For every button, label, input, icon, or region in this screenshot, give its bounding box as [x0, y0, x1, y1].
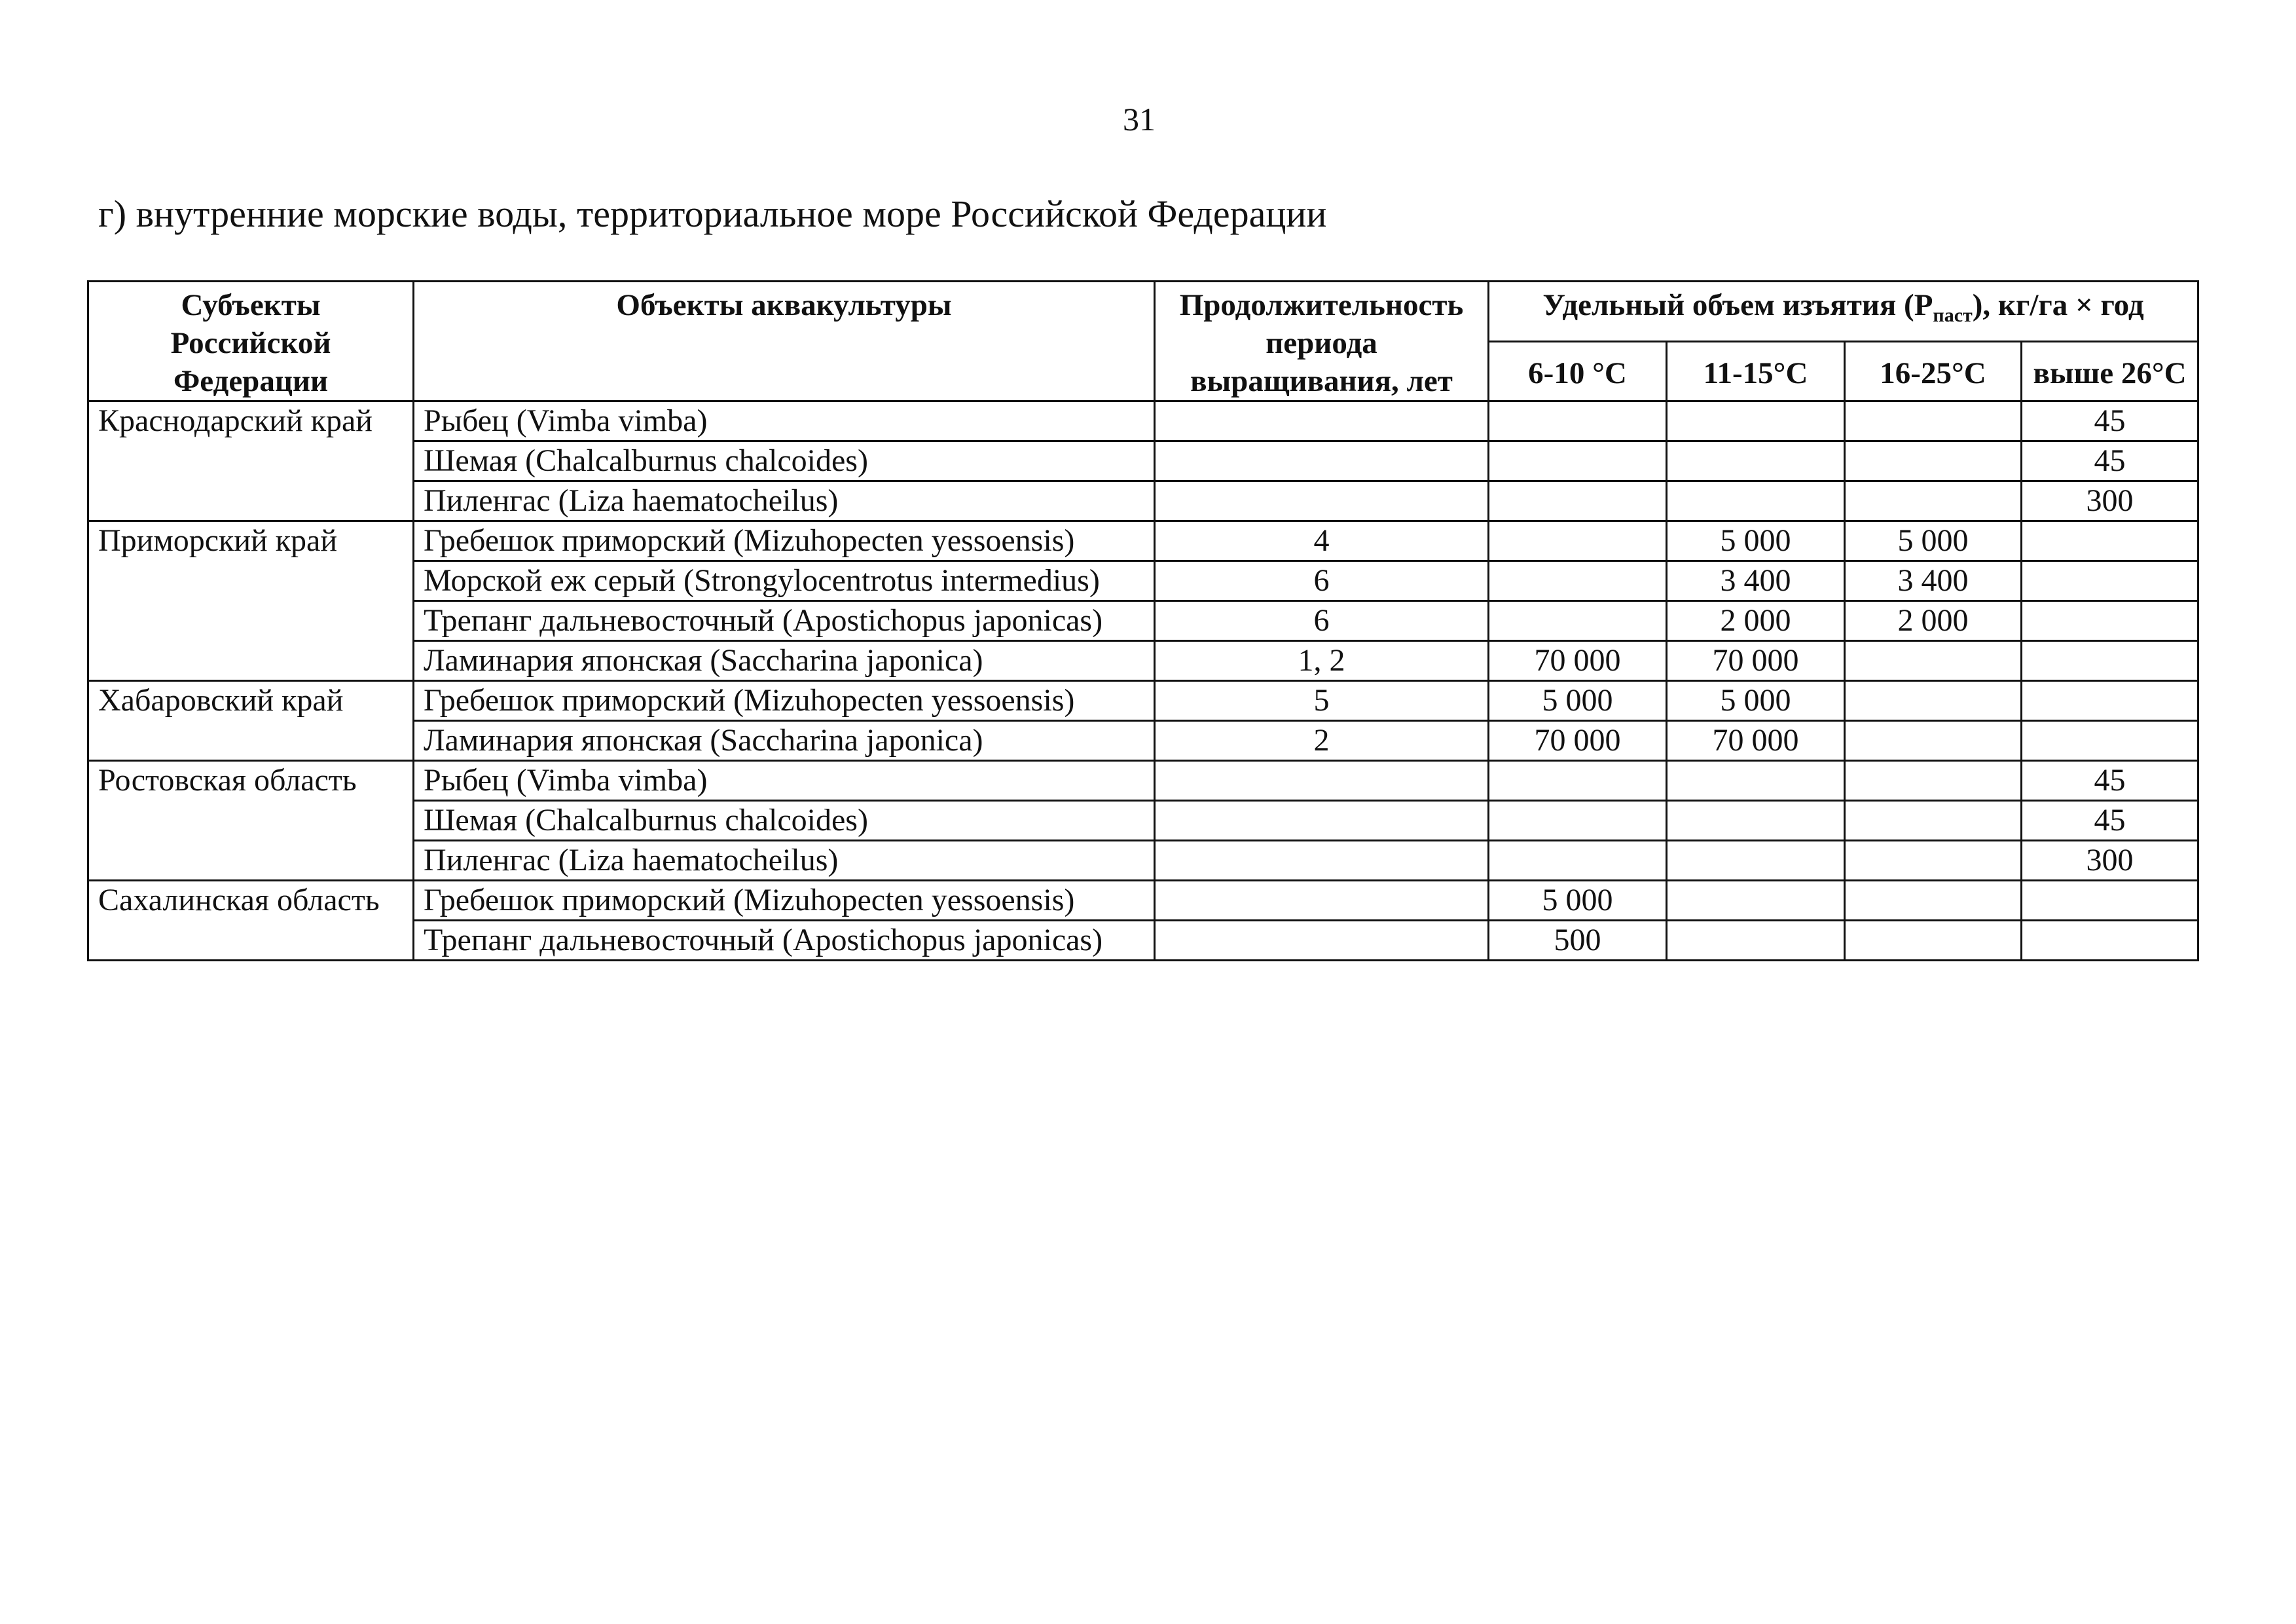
- temp-6-10-cell: [1489, 441, 1667, 481]
- temp-11-15-cell: 2 000: [1667, 601, 1845, 641]
- duration-cell: 2: [1155, 721, 1489, 761]
- temp-16-25-cell: 3 400: [1845, 561, 2022, 601]
- temp-16-25-cell: [1845, 681, 2022, 721]
- temp-above-26-cell: [2022, 601, 2198, 641]
- duration-cell: [1155, 801, 1489, 841]
- subject-cell: Краснодарский край: [88, 401, 414, 521]
- temp-11-15-cell: 70 000: [1667, 641, 1845, 681]
- temp-11-15-cell: [1667, 801, 1845, 841]
- object-cell: Морской еж серый (Strongylocentrotus intermedius): [414, 561, 1155, 601]
- duration-cell: 6: [1155, 601, 1489, 641]
- subject-cell: Сахалинская область: [88, 881, 414, 961]
- temp-above-26-cell: 45: [2022, 801, 2198, 841]
- duration-cell: 5: [1155, 681, 1489, 721]
- temp-16-25-cell: [1845, 921, 2022, 961]
- temp-above-26-cell: 45: [2022, 401, 2198, 441]
- temp-16-25-cell: [1845, 481, 2022, 521]
- table-header: [88, 282, 2198, 401]
- duration-cell: [1155, 841, 1489, 881]
- table-row: [88, 401, 2198, 441]
- temp-16-25-cell: [1845, 761, 2022, 801]
- temp-16-25-cell: 2 000: [1845, 601, 2022, 641]
- temp-above-26-cell: [2022, 881, 2198, 921]
- temp-above-26-cell: 300: [2022, 841, 2198, 881]
- temp-16-25-cell: [1845, 841, 2022, 881]
- temp-6-10-cell: [1489, 521, 1667, 561]
- temp-above-26-cell: [2022, 561, 2198, 601]
- temp-16-25-cell: [1845, 801, 2022, 841]
- temp-6-10-cell: [1489, 481, 1667, 521]
- header-objects: Объекты аквакультуры: [414, 282, 1155, 401]
- table-body: [88, 401, 2198, 961]
- temp-6-10-cell: [1489, 561, 1667, 601]
- table-row: [88, 521, 2198, 561]
- object-cell: Гребешок приморский (Mizuhopecten yessoensis): [414, 681, 1155, 721]
- temp-16-25-cell: [1845, 641, 2022, 681]
- temp-6-10-cell: [1489, 761, 1667, 801]
- object-cell: Пиленгас (Liza haematocheilus): [414, 481, 1155, 521]
- temp-above-26-cell: [2022, 721, 2198, 761]
- duration-cell: 1, 2: [1155, 641, 1489, 681]
- header-row-1: [88, 282, 2198, 342]
- temp-11-15-cell: 3 400: [1667, 561, 1845, 601]
- temp-above-26-cell: [2022, 521, 2198, 561]
- object-cell: Трепанг дальневосточный (Apostichopus japonicas): [414, 601, 1155, 641]
- duration-cell: [1155, 481, 1489, 521]
- header-subjects: Субъекты Российской Федерации: [88, 282, 414, 401]
- header-removal-suffix: ), кг/га × год: [1972, 288, 2144, 322]
- temp-11-15-cell: [1667, 441, 1845, 481]
- header-removal-prefix: Удельный объем изъятия (P: [1542, 288, 1933, 322]
- duration-cell: 6: [1155, 561, 1489, 601]
- temp-11-15-cell: [1667, 481, 1845, 521]
- temp-6-10-cell: [1489, 401, 1667, 441]
- temp-6-10-cell: 500: [1489, 921, 1667, 961]
- object-cell: Гребешок приморский (Mizuhopecten yessoensis): [414, 521, 1155, 561]
- temp-16-25-cell: [1845, 721, 2022, 761]
- section-title: г) внутренние морские воды, территориальное море Российской Федерации: [98, 193, 1327, 235]
- temp-6-10-cell: [1489, 801, 1667, 841]
- table-row: [88, 681, 2198, 721]
- temp-11-15-cell: [1667, 881, 1845, 921]
- header-temp-11-15: 11-15°С: [1667, 341, 1845, 401]
- temp-above-26-cell: 45: [2022, 761, 2198, 801]
- object-cell: Рыбец (Vimba vimba): [414, 401, 1155, 441]
- temp-6-10-cell: [1489, 841, 1667, 881]
- temp-11-15-cell: [1667, 761, 1845, 801]
- temp-above-26-cell: [2022, 921, 2198, 961]
- temp-16-25-cell: [1845, 441, 2022, 481]
- subject-cell: Ростовская область: [88, 761, 414, 881]
- object-cell: Ламинария японская (Saccharina japonica): [414, 641, 1155, 681]
- temp-6-10-cell: 70 000: [1489, 641, 1667, 681]
- temp-above-26-cell: [2022, 641, 2198, 681]
- duration-cell: [1155, 921, 1489, 961]
- object-cell: Шемая (Chalcalburnus chalcoides): [414, 441, 1155, 481]
- object-cell: Ламинария японская (Saccharina japonica): [414, 721, 1155, 761]
- object-cell: Трепанг дальневосточный (Apostichopus japonicas): [414, 921, 1155, 961]
- temp-above-26-cell: [2022, 681, 2198, 721]
- duration-cell: [1155, 401, 1489, 441]
- header-removal-volume: [1489, 282, 2198, 342]
- temp-11-15-cell: 5 000: [1667, 521, 1845, 561]
- object-cell: Шемая (Chalcalburnus chalcoides): [414, 801, 1155, 841]
- temp-16-25-cell: [1845, 401, 2022, 441]
- temp-6-10-cell: 5 000: [1489, 881, 1667, 921]
- temp-above-26-cell: 45: [2022, 441, 2198, 481]
- aquaculture-table: [87, 280, 2199, 961]
- temp-11-15-cell: [1667, 841, 1845, 881]
- duration-cell: 4: [1155, 521, 1489, 561]
- temp-6-10-cell: [1489, 601, 1667, 641]
- header-removal-subscript: паст: [1933, 304, 1973, 326]
- table-row: [88, 881, 2198, 921]
- duration-cell: [1155, 761, 1489, 801]
- table-row: [88, 761, 2198, 801]
- temp-above-26-cell: 300: [2022, 481, 2198, 521]
- duration-cell: [1155, 441, 1489, 481]
- temp-11-15-cell: 5 000: [1667, 681, 1845, 721]
- temp-11-15-cell: 70 000: [1667, 721, 1845, 761]
- subject-cell: Хабаровский край: [88, 681, 414, 761]
- temp-6-10-cell: 5 000: [1489, 681, 1667, 721]
- temp-11-15-cell: [1667, 401, 1845, 441]
- subject-cell: Приморский край: [88, 521, 414, 681]
- object-cell: Гребешок приморский (Mizuhopecten yessoensis): [414, 881, 1155, 921]
- duration-cell: [1155, 881, 1489, 921]
- object-cell: Пиленгас (Liza haematocheilus): [414, 841, 1155, 881]
- object-cell: Рыбец (Vimba vimba): [414, 761, 1155, 801]
- header-temp-above-26: выше 26°С: [2022, 341, 2198, 401]
- page-number: 31: [1123, 101, 1156, 138]
- temp-6-10-cell: 70 000: [1489, 721, 1667, 761]
- temp-16-25-cell: [1845, 881, 2022, 921]
- temp-16-25-cell: 5 000: [1845, 521, 2022, 561]
- header-duration: Продолжительность периода выращивания, лет: [1155, 282, 1489, 401]
- header-temp-6-10: 6-10 °С: [1489, 341, 1667, 401]
- temp-11-15-cell: [1667, 921, 1845, 961]
- header-temp-16-25: 16-25°С: [1845, 341, 2022, 401]
